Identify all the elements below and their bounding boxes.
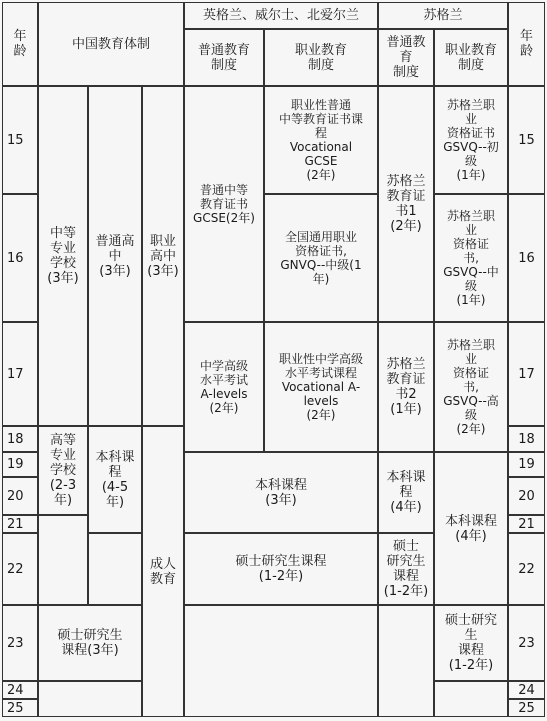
age-left-15: 15 [2, 86, 38, 194]
uk-vocational-gcse: 职业性普通 中等教育证书课 程 Vocational GCSE (2年) [264, 86, 378, 194]
uk-empty-cell [184, 605, 378, 717]
scotland-gsvq-intermediate: 苏格兰职 业 资格证 书, GSVQ--中 级 (1年) [434, 194, 508, 322]
scotland-certificate-2: 苏格兰 教育证 书2 (1年) [378, 322, 434, 452]
china-general-high-school: 普通高 中 (3年) [88, 86, 142, 426]
china-empty-cell [38, 515, 88, 605]
header-scotland-group: 苏格兰 [378, 2, 508, 29]
uk-vocational-a-levels: 职业性中学高级 水平考试课程 Vocational A- levels (2年) [264, 322, 378, 452]
scotland-masters: 硕士 研究生 课程 (1-2年) [378, 533, 434, 605]
header-uk-general: 普通教育 制度 [184, 29, 264, 86]
scotland-certificate-1: 苏格兰 教育证 书1 (2年) [378, 86, 434, 322]
header-uk-vocational: 职业教育 制度 [264, 29, 378, 86]
uk-gcse: 普通中等 教育证书 GCSE(2年) [184, 86, 264, 322]
china-empty-cell [38, 681, 142, 717]
uk-masters: 硕士研究生课程 (1-2年) [184, 533, 378, 605]
age-right-19: 19 [508, 452, 545, 477]
header-scotland-general: 普通教 育 制度 [378, 29, 434, 86]
age-right-20: 20 [508, 477, 545, 515]
age-right-22: 22 [508, 533, 545, 605]
age-right-25: 25 [508, 699, 545, 717]
age-right-23: 23 [508, 605, 545, 681]
age-left-23: 23 [2, 605, 38, 681]
age-right-16: 16 [508, 194, 545, 322]
age-left-21: 21 [2, 515, 38, 533]
age-left-22: 22 [2, 533, 38, 605]
china-higher-vocational-school: 高等 专业 学校 (2-3 年) [38, 426, 88, 515]
age-right-17: 17 [508, 322, 545, 426]
age-left-16: 16 [2, 194, 38, 322]
age-right-15: 15 [508, 86, 545, 194]
china-empty-cell [88, 533, 142, 605]
uk-undergraduate: 本科课程 (3年) [184, 452, 378, 533]
scotland-vocational-undergraduate: 本科课程 (4年) [434, 452, 508, 605]
uk-a-levels: 中学高级 水平考试 A-levels (2年) [184, 322, 264, 452]
age-left-19: 19 [2, 452, 38, 477]
scotland-empty-cell [434, 681, 508, 717]
china-secondary-vocational-school: 中等 专业 学校 (3年) [38, 86, 88, 426]
header-china-system: 中国教育体制 [38, 2, 184, 86]
china-undergraduate: 本科课 程 (4-5 年) [88, 426, 142, 533]
scotland-undergraduate: 本科课 程 (4年) [378, 452, 434, 533]
scotland-gsvq-basic: 苏格兰职 业 资格证书 GSVQ--初 级 (1年) [434, 86, 508, 194]
uk-gnvq-intermediate: 全国通用职业 资格证书, GNVQ--中级(1 年) [264, 194, 378, 322]
header-age-right: 年 龄 [508, 2, 545, 86]
header-uk-group: 英格兰、威尔士、北爱尔兰 [184, 2, 378, 29]
age-left-24: 24 [2, 681, 38, 699]
china-masters: 硕士研究生 课程(3年) [38, 605, 142, 681]
scotland-vocational-masters: 硕士研究 生 课程 (1-2年) [434, 605, 508, 681]
china-vocational-high-school: 职业 高中 (3年) [142, 86, 184, 426]
age-left-18: 18 [2, 426, 38, 452]
age-right-24: 24 [508, 681, 545, 699]
header-age-left: 年 龄 [2, 2, 38, 86]
age-right-21: 21 [508, 515, 545, 533]
china-adult-education: 成人 教育 [142, 426, 184, 717]
age-left-17: 17 [2, 322, 38, 426]
header-scotland-vocational: 职业教育 制度 [434, 29, 508, 86]
age-left-25: 25 [2, 699, 38, 717]
scotland-empty-cell [378, 605, 434, 717]
age-right-18: 18 [508, 426, 545, 452]
scotland-gsvq-advanced: 苏格兰职 业 资格证 书, GSVQ--高 级 (2年) [434, 322, 508, 452]
age-left-20: 20 [2, 477, 38, 515]
